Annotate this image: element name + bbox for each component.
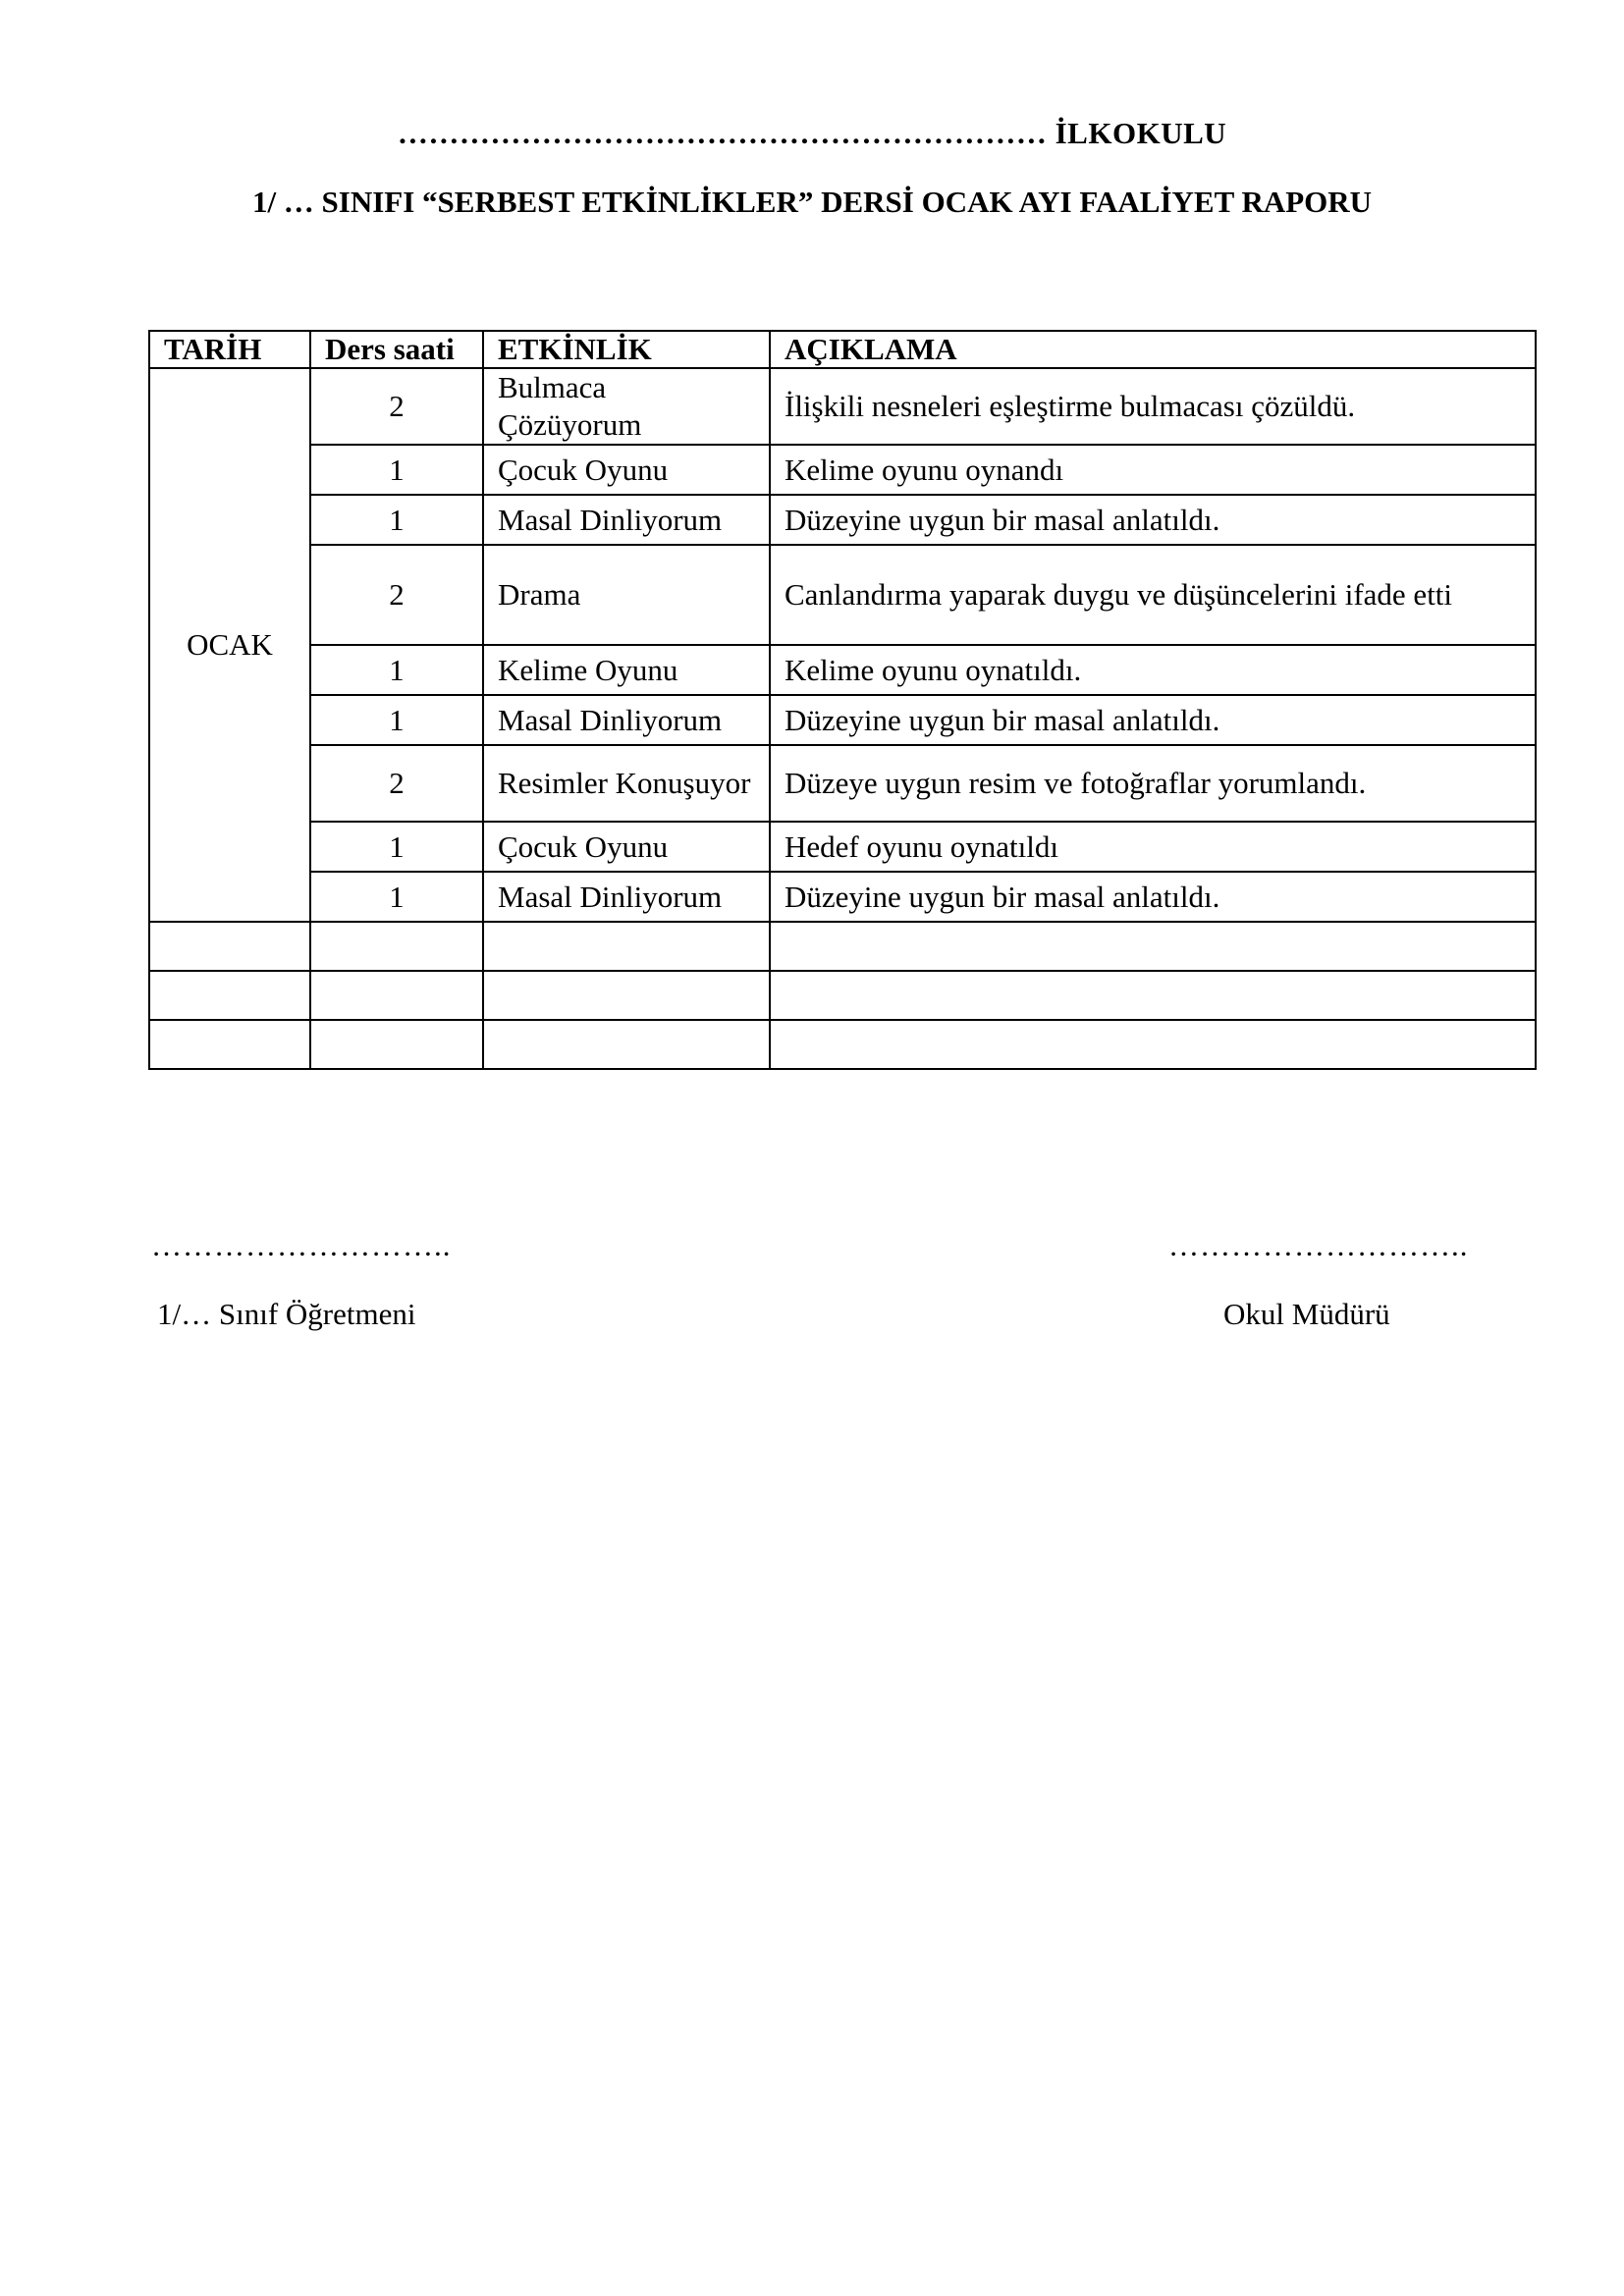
activity-cell: Masal Dinliyorum	[483, 872, 770, 922]
column-header-activity: ETKİNLİK	[483, 331, 770, 368]
activity-cell: Drama	[483, 545, 770, 645]
principal-label: Okul Müdürü	[1223, 1297, 1390, 1331]
table-row	[149, 545, 1536, 645]
hours-cell: 2	[310, 368, 483, 445]
table-row	[149, 445, 1536, 495]
description-cell: Canlandırma yaparak duygu ve düşüncelerini ifade etti	[770, 545, 1536, 645]
table-header-row	[149, 331, 1536, 368]
hours-cell: 1	[310, 495, 483, 545]
table-row	[149, 495, 1536, 545]
table-row	[149, 695, 1536, 745]
activity-cell: Resimler Konuşuyor	[483, 745, 770, 822]
empty-cell	[310, 1020, 483, 1069]
description-cell: Düzeye uygun resim ve fotoğraflar yorumlandı.	[770, 745, 1536, 822]
empty-cell	[149, 971, 310, 1020]
report-title: 1/ … SINIFI “SERBEST ETKİNLİKLER” DERSİ OCAK AYI FAALİYET RAPORU	[251, 185, 1373, 219]
activity-cell: Çocuk Oyunu	[483, 822, 770, 872]
empty-cell	[770, 1020, 1536, 1069]
activity-cell: Kelime Oyunu	[483, 645, 770, 695]
activity-cell: Çocuk Oyunu	[483, 445, 770, 495]
hours-cell: 1	[310, 645, 483, 695]
hours-cell: 1	[310, 872, 483, 922]
empty-cell	[770, 971, 1536, 1020]
column-header-hours: Ders saati	[310, 331, 483, 368]
empty-cell	[149, 1020, 310, 1069]
empty-cell	[310, 922, 483, 971]
description-cell: Düzeyine uygun bir masal anlatıldı.	[770, 872, 1536, 922]
school-name-line: ……………………………………………………… İLKOKULU	[397, 116, 1227, 150]
column-header-description: AÇIKLAMA	[770, 331, 1536, 368]
principal-signature-line: ………………………..	[1168, 1228, 1469, 1262]
teacher-signature-line: ………………………..	[151, 1228, 452, 1262]
hours-cell: 2	[310, 745, 483, 822]
table-row	[149, 872, 1536, 922]
description-cell: Kelime oyunu oynandı	[770, 445, 1536, 495]
table-row	[149, 745, 1536, 822]
table-row	[149, 645, 1536, 695]
empty-table-row	[149, 1020, 1536, 1069]
column-header-date: TARİH	[149, 331, 310, 368]
empty-cell	[483, 971, 770, 1020]
empty-cell	[149, 922, 310, 971]
table-row	[149, 822, 1536, 872]
description-cell: Hedef oyunu oynatıldı	[770, 822, 1536, 872]
hours-cell: 1	[310, 822, 483, 872]
empty-cell	[310, 971, 483, 1020]
description-cell: Düzeyine uygun bir masal anlatıldı.	[770, 695, 1536, 745]
table-row	[149, 368, 1536, 445]
description-cell: İlişkili nesneleri eşleştirme bulmacası çözüldü.	[770, 368, 1536, 445]
teacher-label: 1/… Sınıf Öğretmeni	[157, 1297, 416, 1331]
hours-cell: 1	[310, 695, 483, 745]
empty-cell	[770, 922, 1536, 971]
empty-table-row	[149, 971, 1536, 1020]
activity-table	[148, 330, 1537, 1070]
activity-cell: Bulmaca Çözüyorum	[483, 368, 770, 445]
activity-cell: Masal Dinliyorum	[483, 695, 770, 745]
description-cell: Kelime oyunu oynatıldı.	[770, 645, 1536, 695]
description-cell: Düzeyine uygun bir masal anlatıldı.	[770, 495, 1536, 545]
empty-cell	[483, 1020, 770, 1069]
hours-cell: 1	[310, 445, 483, 495]
activity-cell: Masal Dinliyorum	[483, 495, 770, 545]
empty-table-row	[149, 922, 1536, 971]
month-cell: OCAK	[149, 368, 310, 922]
empty-cell	[483, 922, 770, 971]
hours-cell: 2	[310, 545, 483, 645]
